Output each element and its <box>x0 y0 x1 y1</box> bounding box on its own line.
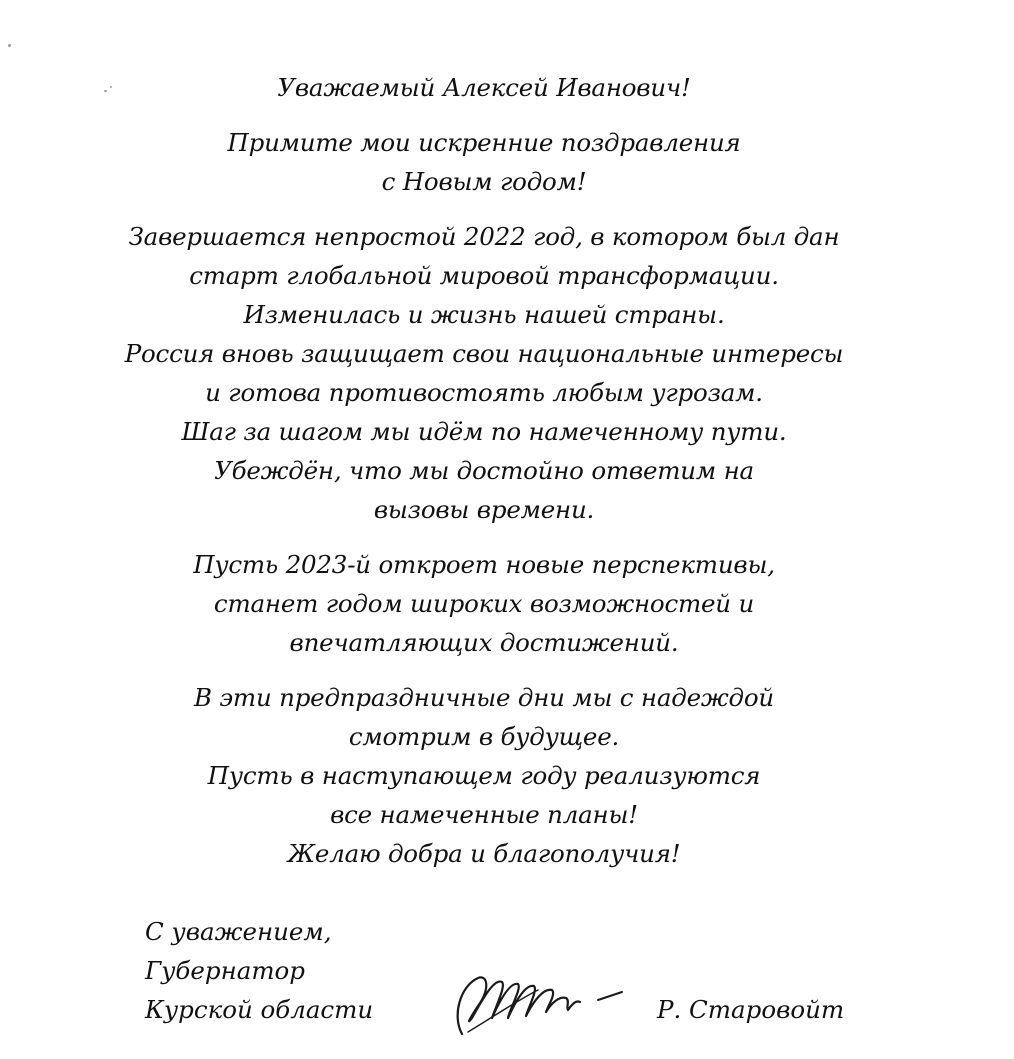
text-line: Россия вновь защищает свои национальные интересы <box>124 339 844 368</box>
text-line: старт глобальной мировой трансформации. <box>189 261 779 290</box>
paragraph-holiday-wishes <box>0 678 968 873</box>
scan-speck <box>110 86 112 88</box>
text-line: Желаю добра и благополучия! <box>287 839 681 868</box>
text-line: с Новым годом! <box>381 167 587 196</box>
paragraph-new-year-wishes <box>0 545 968 662</box>
text-line: станет годом широких возможностей и <box>213 589 755 618</box>
paragraph-year-summary <box>0 217 968 529</box>
letter-body <box>0 68 968 873</box>
text-line: В эти предпраздничные дни мы с надеждой <box>194 683 774 712</box>
scan-speck <box>8 44 11 47</box>
paragraph-congratulations <box>0 123 968 201</box>
salutation: Уважаемый Алексей Иванович! <box>277 73 691 102</box>
signer-region: Курской области <box>145 995 374 1024</box>
text-line: вызовы времени. <box>373 495 595 524</box>
scan-speck <box>104 90 107 92</box>
signature-icon <box>448 960 633 1042</box>
text-line: все намеченные планы! <box>330 800 638 829</box>
text-line: Пусть в наступающем году реализуются <box>207 761 761 790</box>
text-line: и готова противостоять любым угрозам. <box>205 378 763 407</box>
text-line: Убеждён, что мы достойно ответим на <box>214 456 754 485</box>
text-line: Примите мои искренние поздравления <box>227 128 741 157</box>
closing-block <box>145 912 373 1029</box>
text-line: Пусть 2023-й откроет новые перспективы, <box>193 550 775 579</box>
signer-title: Губернатор <box>145 956 305 985</box>
text-line: Шаг за шагом мы идём по намеченному пути. <box>181 417 787 446</box>
text-line: Изменилась и жизнь нашей страны. <box>243 300 725 329</box>
closing-regards: С уважением, <box>145 917 332 946</box>
text-line: Завершается непростой 2022 год, в котором был дан <box>128 222 840 251</box>
signer-name: Р. Старовойт <box>657 995 845 1024</box>
text-line: смотрим в будущее. <box>348 722 620 751</box>
text-line: впечатляющих достижений. <box>289 628 679 657</box>
